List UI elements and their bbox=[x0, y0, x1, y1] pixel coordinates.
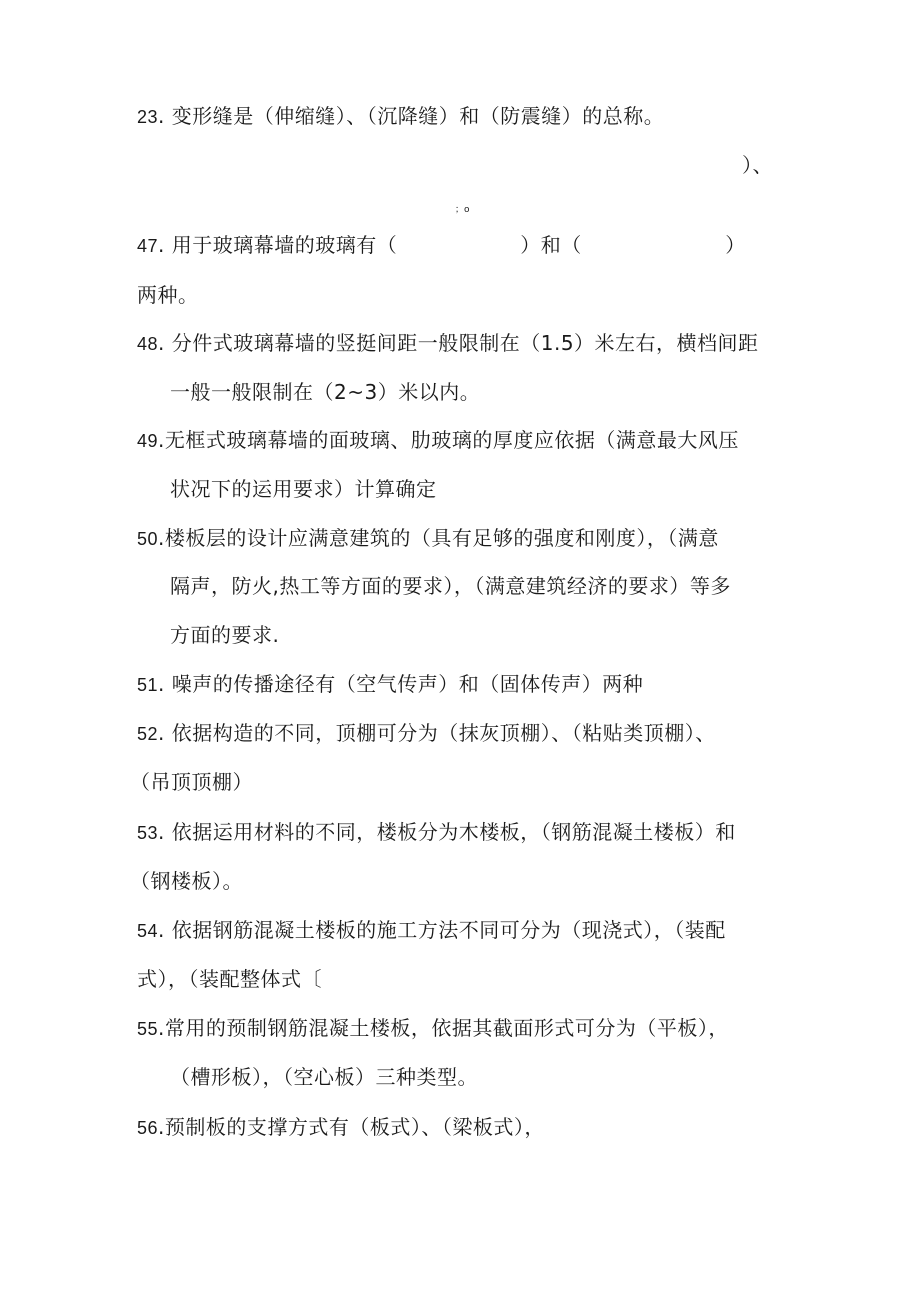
item-54-line-1 bbox=[137, 916, 726, 945]
item-51-line-1 bbox=[137, 670, 643, 699]
item-text: . 用于玻璃幕墙的玻璃有（ ）和（ ） bbox=[158, 233, 746, 257]
item-52-line-2: （吊顶顶棚） bbox=[130, 770, 253, 794]
item-47-line-2: 两种。 bbox=[137, 283, 199, 307]
item-text: . 依据钢筋混凝土楼板的施工方法不同可分为（现浇式），（装配 bbox=[158, 918, 726, 942]
item-48-line-1 bbox=[137, 329, 759, 358]
item-50-line-3: 方面的要求. bbox=[170, 623, 280, 647]
item-text: . 依据运用材料的不同，楼板分为木楼板，（钢筋混凝土楼板）和 bbox=[158, 820, 736, 844]
item-48-line-2: 一般一般限制在（2~3）米以内。 bbox=[170, 380, 481, 404]
item-number: 23 bbox=[137, 107, 159, 127]
item-text: .预制板的支撑方式有（板式）、（梁板式）， bbox=[158, 1115, 545, 1139]
item-23-line-1 bbox=[137, 102, 664, 131]
item-text: . 噪声的传播途径有（空气传声）和（固体传声）两种 bbox=[158, 672, 644, 696]
item-number: 55 bbox=[137, 1019, 159, 1039]
item-50-line-2: 隔声，防火,热工等方面的要求），（满意建筑经济的要求）等多 bbox=[170, 574, 731, 598]
item-number: 51 bbox=[137, 675, 159, 695]
item-55-line-1 bbox=[137, 1014, 729, 1043]
item-text: .常用的预制钢筋混凝土楼板，依据其截面形式可分为（平板）， bbox=[158, 1016, 729, 1040]
item-number: 52 bbox=[137, 724, 159, 744]
item-text: .楼板层的设计应满意建筑的（具有足够的强度和刚度），（满意 bbox=[158, 526, 719, 550]
item-text: . 分件式玻璃幕墙的竖挺间距一般限制在（1.5）米左右，横档间距 bbox=[158, 331, 759, 355]
item-number: 47 bbox=[137, 236, 159, 256]
item-number: 53 bbox=[137, 823, 159, 843]
item-52-line-1 bbox=[137, 719, 716, 748]
item-56-line-1 bbox=[137, 1113, 545, 1142]
item-text: .无框式玻璃幕墙的面玻璃、肋玻璃的厚度应依据（满意最大风压 bbox=[158, 428, 739, 452]
item-49-line-1 bbox=[137, 426, 739, 455]
item-50-line-1 bbox=[137, 524, 719, 553]
item-53-line-2: （钢楼板）。 bbox=[130, 869, 243, 893]
item-47-line-1 bbox=[137, 231, 746, 260]
item-number: 54 bbox=[137, 921, 159, 941]
item-text: . 依据构造的不同，顶棚可分为（抹灰顶棚）、（粘贴类顶棚）、 bbox=[158, 721, 716, 745]
stray-mark: ；o bbox=[455, 205, 470, 215]
item-number: 48 bbox=[137, 334, 159, 354]
item-number: 49 bbox=[137, 431, 159, 451]
item-49-line-2: 状况下的运用要求）计算确定 bbox=[170, 477, 437, 501]
item-55-line-2: （槽形板），（空心板）三种类型。 bbox=[170, 1065, 478, 1089]
item-text: . 变形缝是（伸缩缝）、（沉降缝）和（防震缝）的总称。 bbox=[158, 104, 665, 128]
item-53-line-1 bbox=[137, 818, 736, 847]
item-number: 56 bbox=[137, 1118, 159, 1138]
fragment-line: ）、 bbox=[742, 153, 773, 177]
item-54-line-2: 式），（装配整体式〔 bbox=[137, 967, 322, 991]
item-number: 50 bbox=[137, 529, 159, 549]
